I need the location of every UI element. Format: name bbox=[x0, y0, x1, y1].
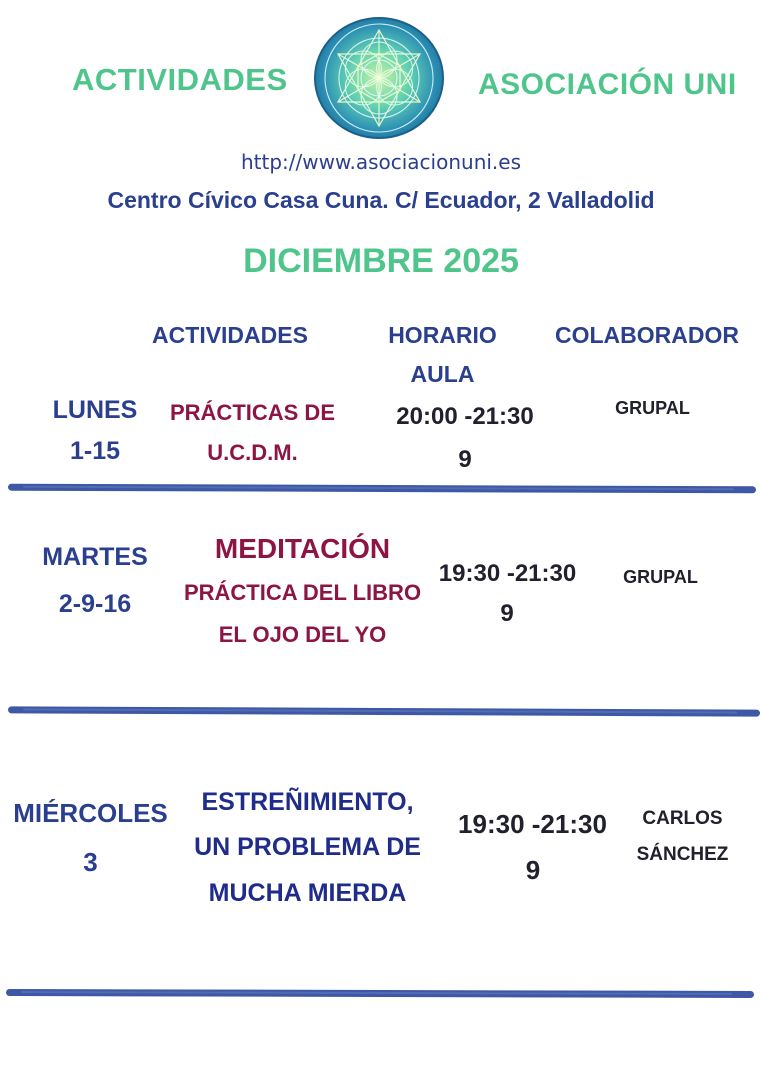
row-1-day: LUNES bbox=[52, 396, 138, 424]
flower-of-life-icon bbox=[313, 16, 445, 140]
row-2-day: MARTES bbox=[42, 543, 148, 571]
row-2-time: 19:30 -21:30 bbox=[438, 560, 577, 587]
row-divider-2 bbox=[8, 706, 760, 716]
row-3-collaborator-line-1: CARLOS bbox=[642, 808, 723, 829]
row-divider-1 bbox=[8, 484, 756, 494]
column-header-schedule: HORARIO bbox=[388, 322, 497, 348]
row-2-dates: 2-9-16 bbox=[58, 590, 132, 618]
address: Centro Cívico Casa Cuna. C/ Ecuador, 2 Valladolid bbox=[107, 187, 655, 213]
row-3-day: MIÉRCOLES bbox=[13, 798, 168, 828]
row-2-activity-line-2: PRÁCTICA DEL LIBRO bbox=[183, 580, 422, 605]
row-1-collaborator: GRUPAL bbox=[615, 398, 690, 418]
row-1-room: 9 bbox=[458, 446, 472, 473]
header-left-title: ACTIVIDADES bbox=[72, 62, 288, 97]
header-right-title: ASOCIACIÓN UNI bbox=[478, 68, 737, 101]
row-3-activity-line-2: UN PROBLEMA DE bbox=[194, 833, 421, 861]
month-title: DICIEMBRE 2025 bbox=[243, 242, 519, 280]
row-1-dates: 1-15 bbox=[69, 437, 121, 465]
column-header-collaborator: COLABORADOR bbox=[555, 322, 739, 348]
row-3-dates: 3 bbox=[83, 847, 98, 877]
row-1-activity-line-1: PRÁCTICAS DE bbox=[169, 400, 335, 425]
row-2-activity-line-1: MEDITACIÓN bbox=[214, 533, 391, 564]
row-3-activity-line-1: ESTREÑIMIENTO, bbox=[201, 788, 414, 816]
row-2-room: 9 bbox=[500, 600, 514, 627]
column-header-room: AULA bbox=[410, 361, 475, 387]
column-header-activities: ACTIVIDADES bbox=[152, 322, 308, 348]
row-3-time: 19:30 -21:30 bbox=[458, 809, 607, 839]
row-2-activity-line-3: EL OJO DEL YO bbox=[218, 622, 387, 647]
row-1-activity-line-2: U.C.D.M. bbox=[207, 440, 298, 465]
row-1-time: 20:00 -21:30 bbox=[396, 403, 534, 430]
row-2-collaborator: GRUPAL bbox=[623, 567, 698, 587]
row-3-activity-line-3: MUCHA MIERDA bbox=[208, 879, 407, 907]
row-3-room: 9 bbox=[525, 855, 541, 885]
row-divider-3 bbox=[6, 989, 754, 998]
row-3-collaborator-line-2: SÁNCHEZ bbox=[636, 844, 729, 865]
website-link[interactable]: http://www.asociacionuni.es bbox=[240, 150, 522, 174]
